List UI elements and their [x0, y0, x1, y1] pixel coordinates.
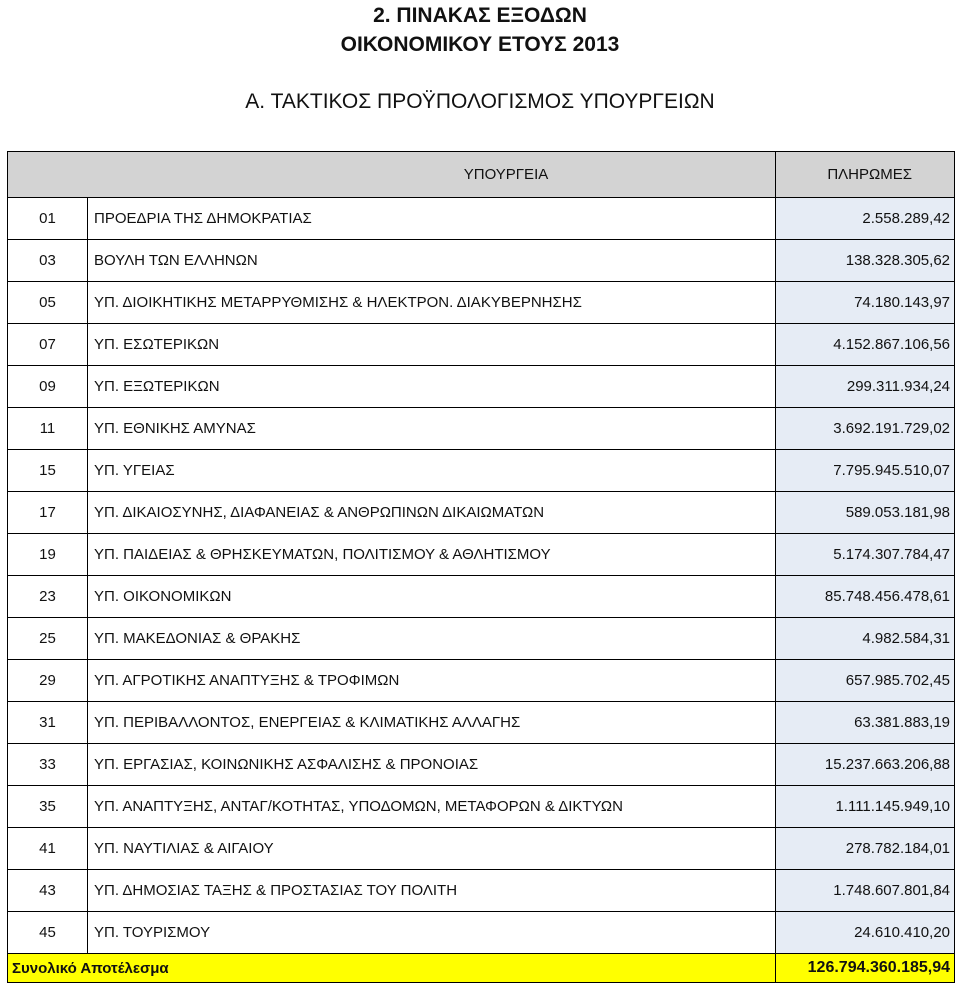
ministry-name: ΥΠ. ΜΑΚΕΔΟΝΙΑΣ & ΘΡΑΚΗΣ [88, 618, 776, 660]
ministry-code: 43 [8, 870, 88, 912]
ministry-name: ΥΠ. ΕΞΩΤΕΡΙΚΩΝ [88, 366, 776, 408]
ministry-name: ΥΠ. ΕΘΝΙΚΗΣ ΑΜΥΝΑΣ [88, 408, 776, 450]
ministry-code: 35 [8, 786, 88, 828]
ministry-name: ΥΠ. ΝΑΥΤΙΛΙΑΣ & ΑΙΓΑΙΟΥ [88, 828, 776, 870]
ministry-name: ΥΠ. ΑΝΑΠΤΥΞΗΣ, ΑΝΤΑΓ/ΚΟΤΗΤΑΣ, ΥΠΟΔΟΜΩΝ, ΜΕΤΑΦΟΡΩΝ & ΔΙΚΤΥΩΝ [88, 786, 776, 828]
ministry-code: 31 [8, 702, 88, 744]
payment-amount: 85.748.456.478,61 [776, 576, 955, 618]
table-row [8, 870, 955, 912]
ministry-name: ΒΟΥΛΗ ΤΩΝ ΕΛΛΗΝΩΝ [88, 240, 776, 282]
total-row [8, 954, 955, 983]
payment-amount: 74.180.143,97 [776, 282, 955, 324]
payment-amount: 24.610.410,20 [776, 912, 955, 954]
section-subtitle: Α. ΤΑΚΤΙΚΟΣ ΠΡΟΫΠΟΛΟΓΙΣΜΟΣ ΥΠΟΥΡΓΕΙΩΝ [245, 90, 715, 113]
table-row [8, 786, 955, 828]
payment-amount: 15.237.663.206,88 [776, 744, 955, 786]
ministry-name: ΠΡΟΕΔΡΙΑ ΤΗΣ ΔΗΜΟΚΡΑΤΙΑΣ [88, 198, 776, 240]
ministry-code: 41 [8, 828, 88, 870]
payment-amount: 7.795.945.510,07 [776, 450, 955, 492]
payment-amount: 1.111.145.949,10 [776, 786, 955, 828]
ministry-code: 17 [8, 492, 88, 534]
ministry-name: ΥΠ. ΑΓΡΟΤΙΚΗΣ ΑΝΑΠΤΥΞΗΣ & ΤΡΟΦΙΜΩΝ [88, 660, 776, 702]
ministry-code: 23 [8, 576, 88, 618]
payment-amount: 589.053.181,98 [776, 492, 955, 534]
total-label: Συνολικό Αποτέλεσμα [8, 954, 776, 983]
table-row [8, 282, 955, 324]
ministry-name: ΥΠ. ΠΕΡΙΒΑΛΛΟΝΤΟΣ, ΕΝΕΡΓΕΙΑΣ & ΚΛΙΜΑΤΙΚΗΣ ΑΛΛΑΓΗΣ [88, 702, 776, 744]
page-title-line2: ΟΙΚΟΝΟΜΙΚΟΥ ΕΤΟΥΣ 2013 [340, 33, 620, 56]
ministry-code: 15 [8, 450, 88, 492]
ministry-name: ΥΠ. ΠΑΙΔΕΙΑΣ & ΘΡΗΣΚΕΥΜΑΤΩΝ, ΠΟΛΙΤΙΣΜΟΥ & ΑΘΛΗΤΙΣΜΟΥ [88, 534, 776, 576]
page-title-line1: 2. ΠΙΝΑΚΑΣ ΕΞΟΔΩΝ [373, 4, 587, 27]
table-row [8, 492, 955, 534]
ministry-code: 07 [8, 324, 88, 366]
ministry-code: 09 [8, 366, 88, 408]
payment-amount: 63.381.883,19 [776, 702, 955, 744]
ministry-code: 19 [8, 534, 88, 576]
ministry-code: 11 [8, 408, 88, 450]
ministry-name: ΥΠ. ΔΗΜΟΣΙΑΣ ΤΑΞΗΣ & ΠΡΟΣΤΑΣΙΑΣ ΤΟΥ ΠΟΛΙΤΗ [88, 870, 776, 912]
table-row [8, 702, 955, 744]
total-amount: 126.794.360.185,94 [776, 954, 955, 983]
ministry-code: 01 [8, 198, 88, 240]
payment-amount: 4.152.867.106,56 [776, 324, 955, 366]
table-row [8, 198, 955, 240]
table-row [8, 828, 955, 870]
ministry-name: ΥΠ. ΥΓΕΙΑΣ [88, 450, 776, 492]
ministry-name: ΥΠ. ΤΟΥΡΙΣΜΟΥ [88, 912, 776, 954]
table-row [8, 366, 955, 408]
table-row [8, 324, 955, 366]
table-header-row [8, 152, 955, 198]
table-row [8, 576, 955, 618]
ministry-name: ΥΠ. ΕΡΓΑΣΙΑΣ, ΚΟΙΝΩΝΙΚΗΣ ΑΣΦΑΛΙΣΗΣ & ΠΡΟΝΟΙΑΣ [88, 744, 776, 786]
payment-amount: 657.985.702,45 [776, 660, 955, 702]
ministry-code: 05 [8, 282, 88, 324]
payment-amount: 2.558.289,42 [776, 198, 955, 240]
payment-amount: 278.782.184,01 [776, 828, 955, 870]
ministry-name: ΥΠ. ΕΣΩΤΕΡΙΚΩΝ [88, 324, 776, 366]
table-row [8, 912, 955, 954]
table-row [8, 660, 955, 702]
ministry-code: 45 [8, 912, 88, 954]
expenditure-table [7, 151, 955, 983]
table-row [8, 450, 955, 492]
payment-amount: 5.174.307.784,47 [776, 534, 955, 576]
ministry-name: ΥΠ. ΔΙΚΑΙΟΣΥΝΗΣ, ΔΙΑΦΑΝΕΙΑΣ & ΑΝΘΡΩΠΙΝΩΝ ΔΙΚΑΙΩΜΑΤΩΝ [88, 492, 776, 534]
ministry-code: 33 [8, 744, 88, 786]
table-row [8, 240, 955, 282]
payment-amount: 138.328.305,62 [776, 240, 955, 282]
ministry-code: 25 [8, 618, 88, 660]
payment-amount: 3.692.191.729,02 [776, 408, 955, 450]
ministry-name: ΥΠ. ΟΙΚΟΝΟΜΙΚΩΝ [88, 576, 776, 618]
ministry-code: 29 [8, 660, 88, 702]
payment-amount: 299.311.934,24 [776, 366, 955, 408]
ministry-name: ΥΠ. ΔΙΟΙΚΗΤΙΚΗΣ ΜΕΤΑΡΡΥΘΜΙΣΗΣ & ΗΛΕΚΤΡΟΝ. ΔΙΑΚΥΒΕΡΝΗΣΗΣ [88, 282, 776, 324]
table-row [8, 618, 955, 660]
table-row [8, 534, 955, 576]
table-row [8, 744, 955, 786]
payment-amount: 4.982.584,31 [776, 618, 955, 660]
table-row [8, 408, 955, 450]
payment-amount: 1.748.607.801,84 [776, 870, 955, 912]
header-ministries: ΥΠΟΥΡΓΕΙΑ [8, 152, 776, 198]
header-payments: ΠΛΗΡΩΜΕΣ [776, 152, 955, 198]
ministry-code: 03 [8, 240, 88, 282]
